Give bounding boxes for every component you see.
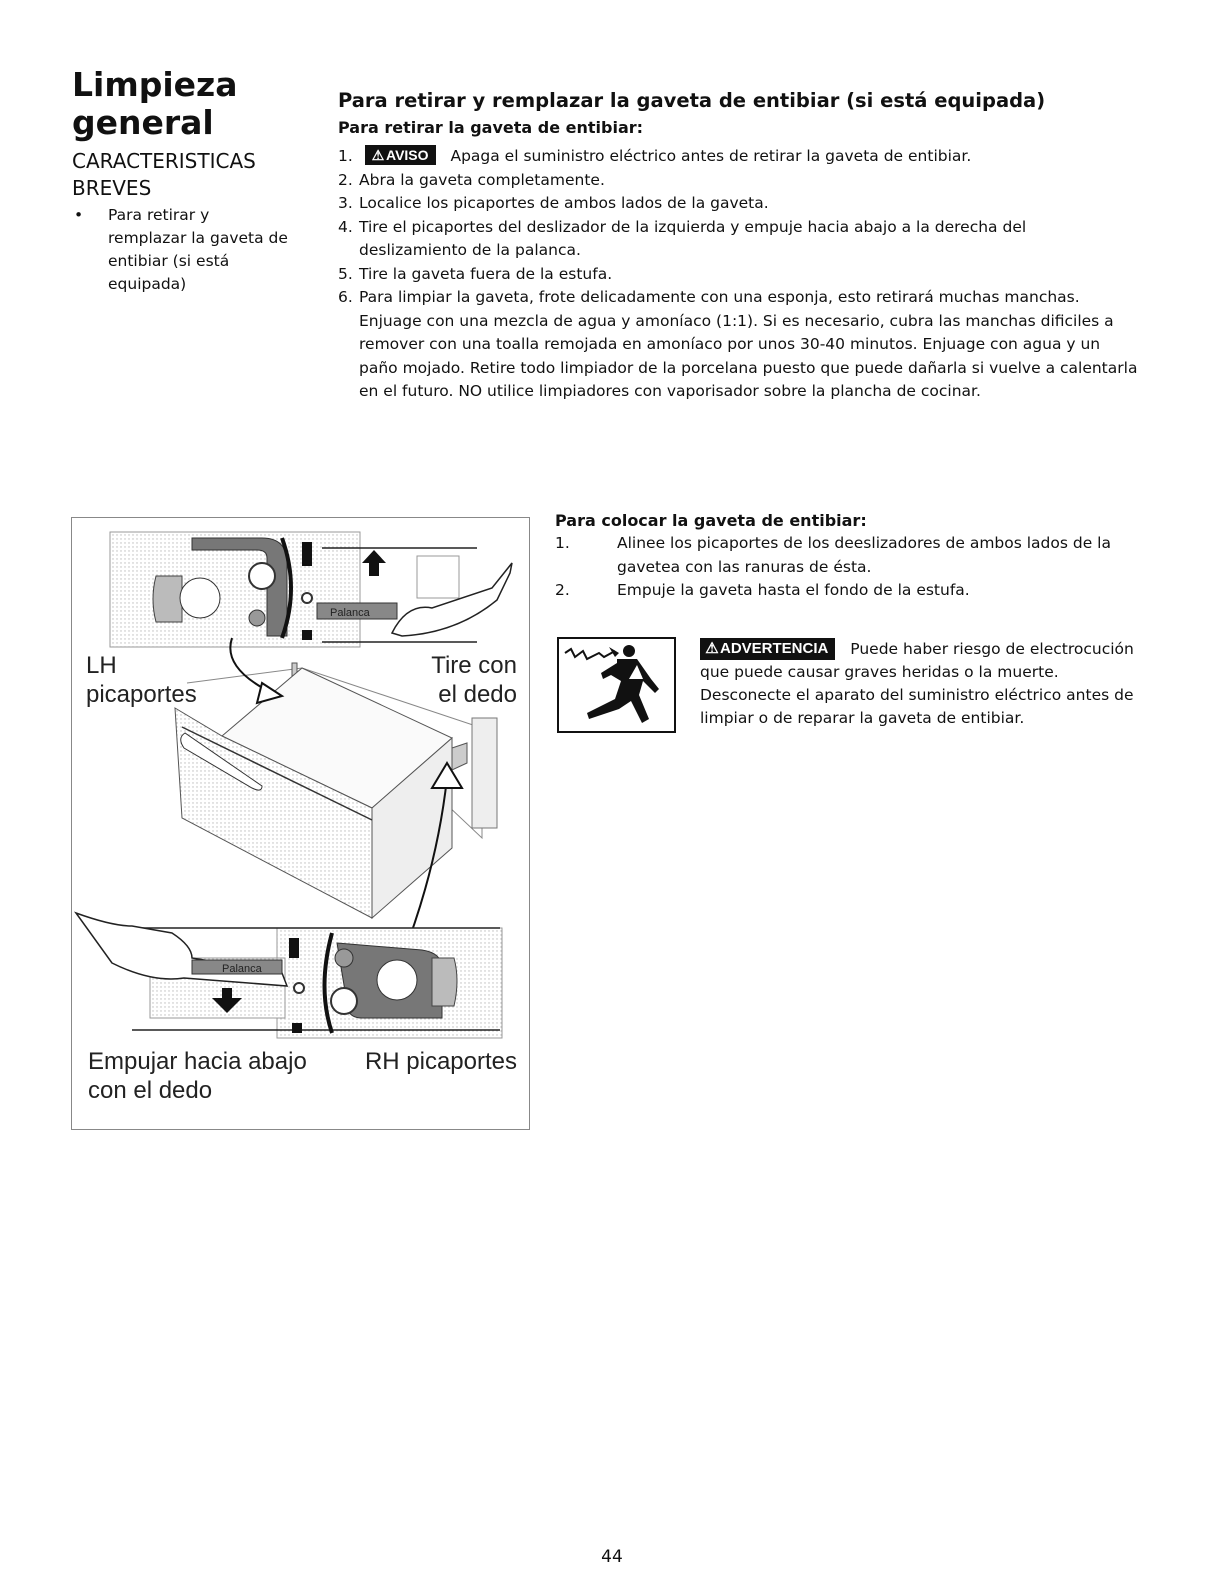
warning-triangle-icon: ⚠ [371, 147, 385, 163]
step-number: 5. [338, 264, 353, 283]
rh-label: RH picaportes [364, 1048, 517, 1075]
warning-paragraph [700, 638, 1145, 730]
drawer-diagram [71, 517, 530, 1130]
step-text: Alinee los picaportes de los deeslizadores de ambos lados de la gavetea con las ranuras de ésta. [617, 534, 1111, 576]
step-number: 6. [338, 288, 353, 306]
step-number: 2. [338, 170, 353, 189]
pull-label-line2: el dedo [438, 681, 517, 708]
remove-steps-list [338, 145, 1138, 404]
lever-label-top: Palanca [330, 607, 370, 619]
list-item [555, 579, 1135, 603]
install-subheading: Para colocar la gaveta de entibiar: [555, 511, 867, 530]
section-subtitle: CARACTERISTICAS BREVES [72, 149, 256, 200]
warning-text: Puede haber riesgo de electrocución que puede causar graves heridas o la muerte. Desconecte el aparato del suministro eléctrico antes de limpiar o de reparar la gaveta de entibiar. [700, 640, 1134, 727]
step-number: 1. [338, 147, 353, 165]
step-number: 4. [338, 217, 353, 236]
advertencia-badge [700, 638, 835, 660]
list-item [338, 286, 1138, 404]
step-number: 1. [555, 534, 570, 552]
push-label-line2: con el dedo [88, 1077, 213, 1104]
step-text: Tire la gaveta fuera de la estufa. [359, 264, 613, 283]
page-number: 44 [601, 1547, 623, 1567]
lh-label-line2: picaportes [86, 681, 197, 708]
list-item: • Para retirar y remplazar la gaveta de entibiar (si está equipada) [72, 204, 292, 296]
main-heading: Para retirar y remplazar la gaveta de entibiar (si está equipada) [338, 89, 1046, 112]
step-text: Para limpiar la gaveta, frote delicadamente con una esponja, esto retirará muchas manchas. Enjuage con una mezcla de agua y amoníaco (1:1). Si es necesario, cubra las manchas dificiles a remover con una toalla remojada en amoníaco por unos 30-40 minutos. Enjuage con agua y un paño mojado. Retire todo limpiador de la porcelana puesto que puede dañarla si vuelve a calentarla en el futuro. NO utilice limpiadores con vaporisador sobre la plancha de cocinar. [359, 288, 1138, 400]
step-text: Empuje la gaveta hasta el fondo de la estufa. [617, 581, 970, 599]
drawer-illustration [72, 518, 529, 1129]
step-text: Apaga el suministro eléctrico antes de retirar la gaveta de entibiar. [450, 147, 972, 165]
install-steps-list [555, 532, 1135, 603]
section-title: Limpieza general [72, 65, 238, 142]
list-item [338, 216, 1138, 263]
push-label-line1: Empujar hacia abajo [88, 1048, 307, 1075]
lh-label-line1: LH [86, 652, 117, 679]
aviso-badge [365, 145, 436, 165]
remove-subheading: Para retirar la gaveta de entibiar: [338, 118, 644, 137]
step-number: 3. [338, 194, 353, 212]
badge-label: ADVERTENCIA [720, 640, 829, 657]
lever-label-bottom: Palanca [222, 963, 262, 975]
step-text: Abra la gaveta completamente. [359, 170, 605, 189]
list-item [555, 532, 1135, 579]
warning-triangle-icon: ⚠ [705, 640, 719, 657]
list-item [338, 263, 1138, 287]
list-item [338, 145, 1138, 169]
step-number: 2. [555, 581, 570, 599]
list-item [338, 192, 1138, 216]
step-text: Tire el picaportes del deslizador de la izquierda y empuje hacia abajo a la derecha del deslizamiento de la palanca. [359, 217, 1027, 259]
rh-latch-detail [76, 913, 502, 1038]
pull-label-line1: Tire con [431, 652, 517, 679]
lh-latch-detail [110, 532, 512, 647]
quick-features-list [72, 204, 292, 296]
list-item [338, 169, 1138, 193]
step-text: Localice los picaportes de ambos lados de la gaveta. [359, 194, 769, 212]
badge-label: AVISO [386, 147, 429, 163]
electric-shock-hazard-icon [557, 637, 676, 733]
